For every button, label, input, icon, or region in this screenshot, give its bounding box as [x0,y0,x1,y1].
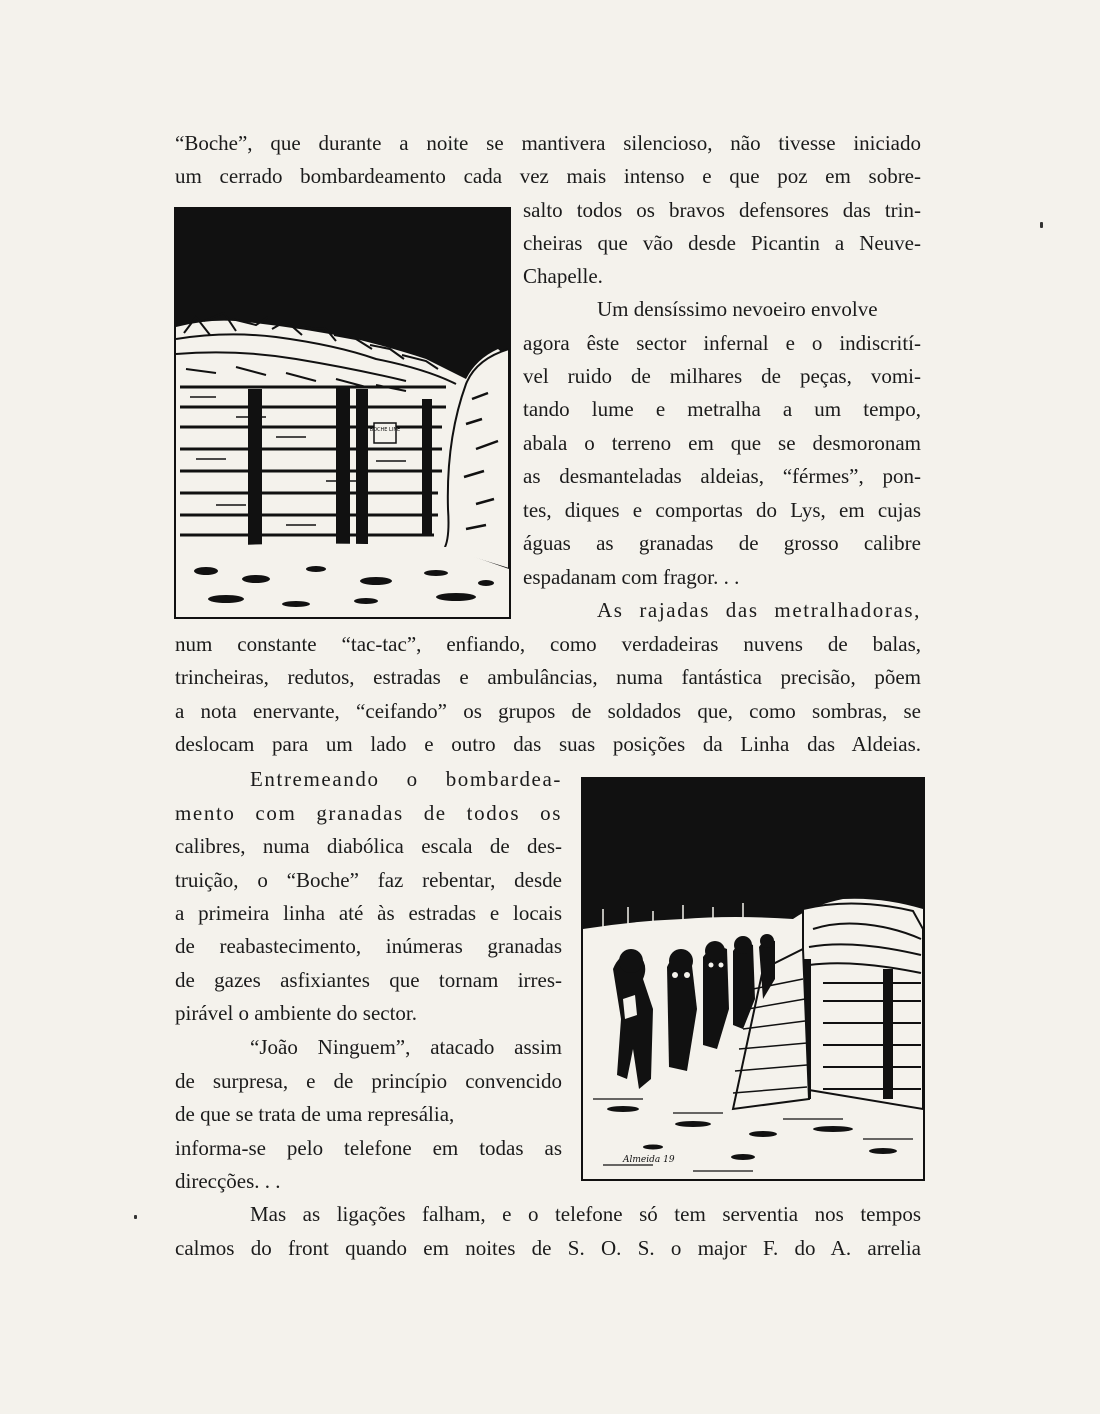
scan-mark [134,1215,137,1219]
trench-drawing [176,209,509,617]
text-line: Chapelle. [523,264,603,288]
soldiers-drawing [583,779,923,1179]
text-line: deslocam para um lado e outro das suas posições da Linha das Aldeias. [175,732,921,756]
text-line: direcções. . . [175,1169,281,1193]
text-line: um cerrado bombardeamento cada vez mais intenso e que poz em sobre- [175,164,921,188]
artist-signature: Almeida 19 [623,1155,675,1165]
text-line: de gazes asfixiantes que tornam irres- [175,968,562,992]
text-line: As rajadas das metralhadoras, [597,598,921,622]
text-line: Um densíssimo nevoeiro envolve [597,297,878,321]
text-line: mento com granadas de todos os [175,801,562,825]
text-line: as desmanteladas aldeias, “férmes”, pon- [523,464,921,488]
text-line: águas as granadas de grosso calibre [523,531,921,555]
text-line: de que se trata de uma represália, [175,1102,455,1126]
trench-illustration [174,207,511,619]
text-line: de reabastecimento, inúmeras granadas [175,934,562,958]
text-line: “Boche”, que durante a noite se mantivera silencioso, não tivesse iniciado [175,131,921,155]
text-line: calibres, numa diabólica escala de des- [175,834,562,858]
text-line: num constante “tac-tac”, enfiando, como verdadeiras nuvens de balas, [175,632,921,656]
text-line: abala o terreno em que se desmoronam [523,431,921,455]
text-line: “João Ninguem”, atacado assim [250,1035,562,1059]
text-line: Entremeando o bombardea- [250,767,562,791]
text-line: salto todos os bravos defensores das trin- [523,198,921,222]
gas-mask-soldiers-illustration [581,777,925,1181]
text-line: agora êste sector infernal e o indiscrití- [523,331,921,355]
text-line: pirável o ambiente do sector. [175,1001,418,1025]
text-line: vel ruido de milhares de peças, vomi- [523,364,921,388]
text-line: trincheiras, redutos, estradas e ambulâncias, numa fantástica precisão, põem [175,665,921,689]
text-line: calmos do front quando em noites de S. O. S. o major F. do A. arrelia [175,1236,921,1260]
text-line: de surpresa, e de princípio convencido [175,1069,562,1093]
text-line: tando lume e metralha a um tempo, [523,397,921,421]
text-line: a primeira linha até às estradas e locais [175,901,562,925]
text-line: truição, o “Boche” faz rebentar, desde [175,868,562,892]
text-line: Mas as ligações falham, e o telefone só tem serventia nos tempos [250,1202,921,1226]
text-line: espadanam com fragor. . . [523,565,740,589]
text-line: informa-se pelo telefone em todas as [175,1136,562,1160]
trench-sign-text: BOCHE LINE [369,427,401,433]
text-line: a nota enervante, “ceifando” os grupos de soldados que, como sombras, se [175,699,921,723]
text-line: tes, diques e comportas do Lys, em cujas [523,498,921,522]
scan-mark [1040,222,1043,228]
text-line: cheiras que vão desde Picantin a Neuve- [523,231,921,255]
